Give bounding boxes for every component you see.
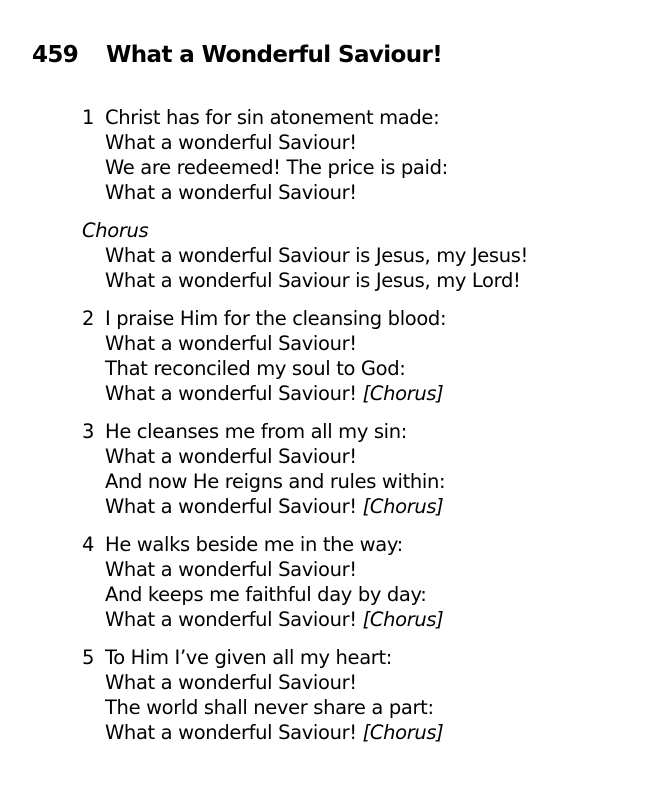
hymn-header (32, 42, 442, 68)
verse-line (82, 381, 446, 406)
verse-line-text: What a wonderful Saviour! (105, 382, 357, 405)
verse-line: Christ has for sin atonement made: (105, 106, 440, 129)
verse-line (82, 494, 445, 519)
verse-line: What a wonderful Saviour! (105, 131, 357, 154)
verse-number: 1 (82, 106, 95, 129)
chorus-heading: Chorus (82, 219, 149, 242)
verse-line (82, 720, 443, 745)
verse-line: What a wonderful Saviour! (105, 332, 357, 355)
verse-line: To Him I’ve given all my heart: (105, 646, 392, 669)
verse-number: 3 (82, 420, 95, 443)
verse-4 (82, 532, 443, 632)
verse-line: He walks beside me in the way: (105, 533, 403, 556)
verse-1 (82, 105, 448, 205)
verse-line: That reconciled my soul to God: (105, 357, 406, 380)
verse-line: I praise Him for the cleansing blood: (105, 307, 447, 330)
verse-line: And now He reigns and rules within: (105, 470, 446, 493)
verse-line-text: What a wonderful Saviour! (105, 608, 357, 631)
chorus-reference: [Chorus] (362, 382, 444, 405)
chorus-line: What a wonderful Saviour is Jesus, my Jesus! (105, 244, 529, 267)
verse-5 (82, 645, 443, 745)
verse-line: And keeps me faithful day by day: (105, 583, 427, 606)
verse-3 (82, 419, 445, 519)
verse-line: What a wonderful Saviour! (105, 558, 357, 581)
verse-line (82, 607, 443, 632)
verse-line: The world shall never share a part: (105, 696, 434, 719)
verse-line-text: What a wonderful Saviour! (105, 721, 357, 744)
verse-line: We are redeemed! The price is paid: (105, 156, 448, 179)
verse-2 (82, 306, 446, 406)
verse-number: 2 (82, 307, 95, 330)
chorus-reference: [Chorus] (362, 608, 444, 631)
verse-line: What a wonderful Saviour! (105, 671, 357, 694)
chorus-line: What a wonderful Saviour is Jesus, my Lord! (105, 269, 521, 292)
verse-line-text: What a wonderful Saviour! (105, 495, 357, 518)
hymn-title: What a Wonderful Saviour! (106, 42, 443, 68)
verse-line: What a wonderful Saviour! (105, 445, 357, 468)
hymn-number: 459 (32, 42, 79, 68)
verse-number: 5 (82, 646, 95, 669)
verse-line: He cleanses me from all my sin: (105, 420, 407, 443)
chorus (82, 218, 528, 293)
verse-line: What a wonderful Saviour! (105, 181, 357, 204)
chorus-reference: [Chorus] (362, 495, 444, 518)
verse-number: 4 (82, 533, 95, 556)
chorus-reference: [Chorus] (362, 721, 444, 744)
